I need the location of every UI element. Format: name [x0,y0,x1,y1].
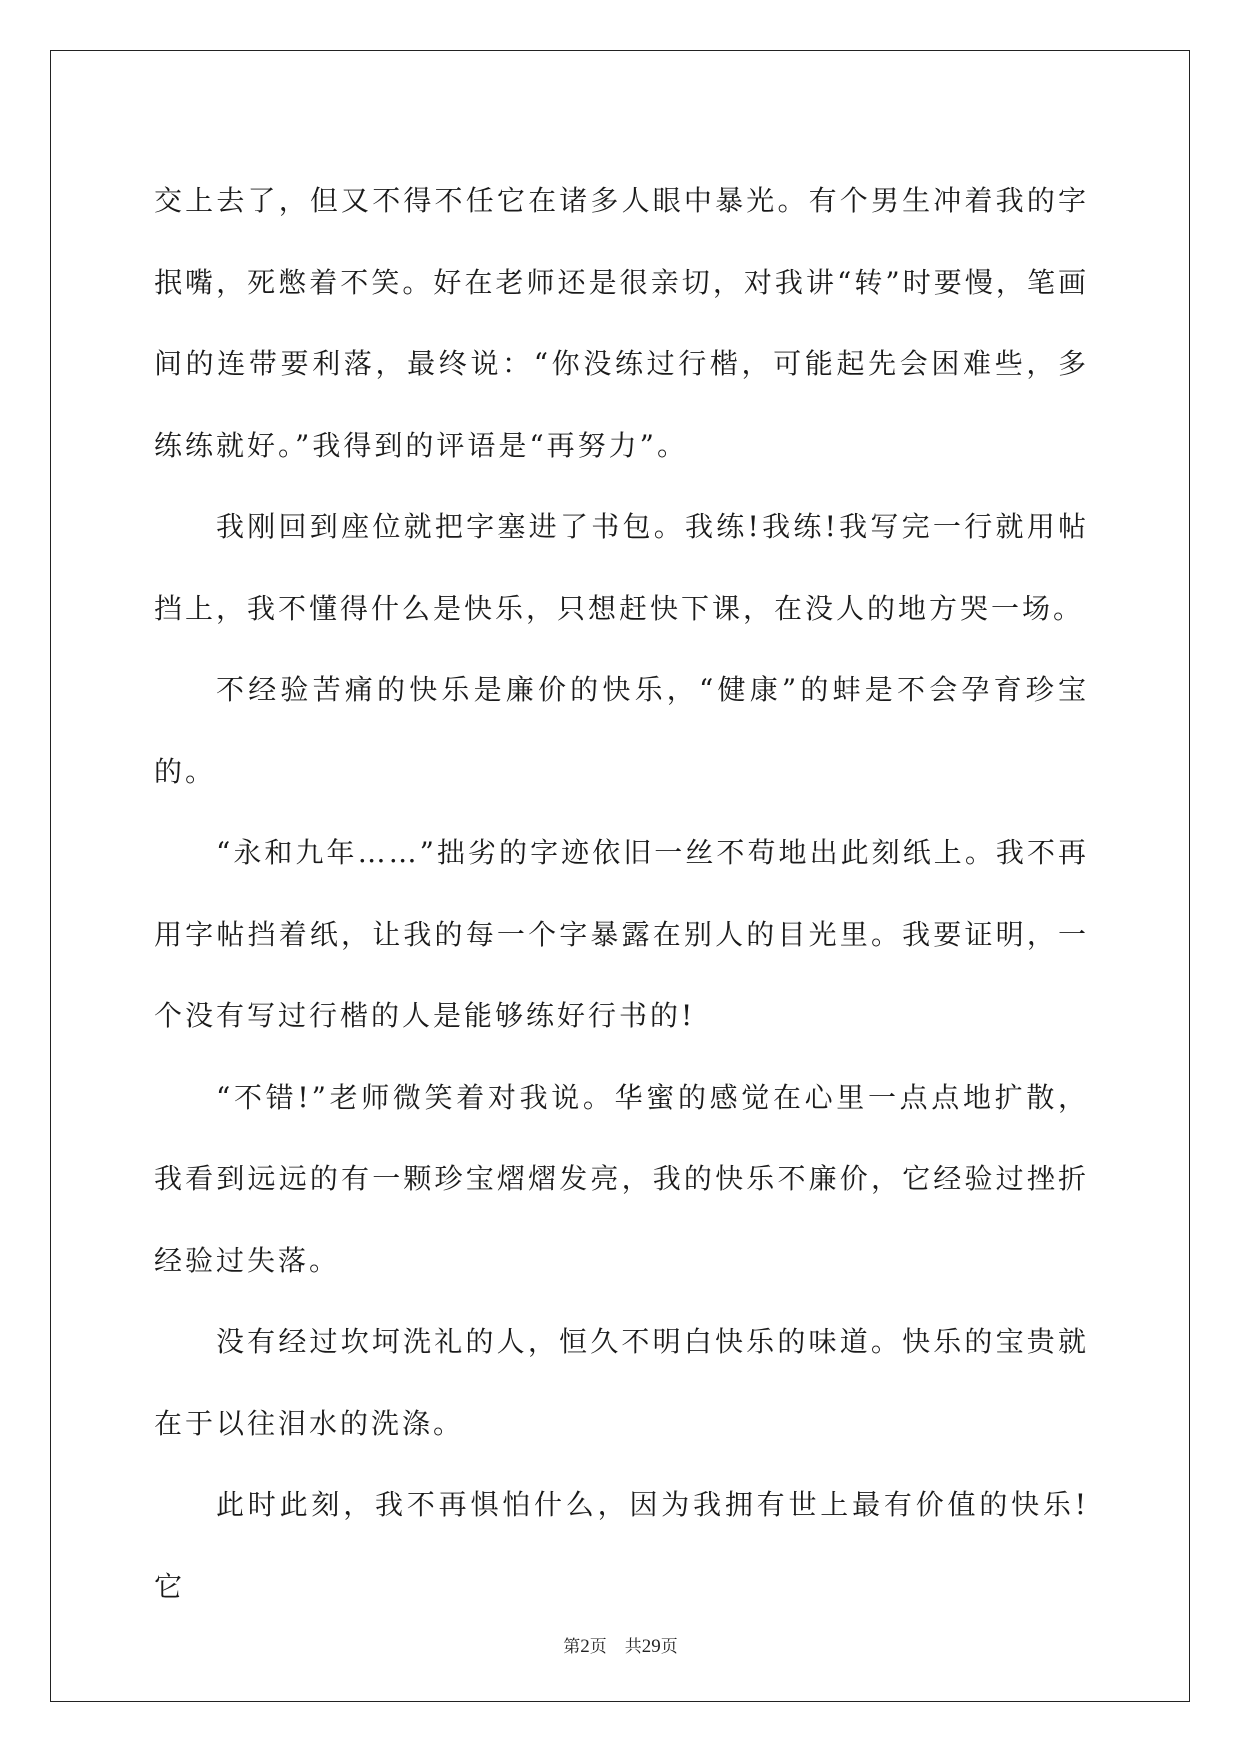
paragraph-1: 交上去了，但又不得不任它在诸多人眼中暴光。有个男生冲着我的字抿嘴，死憋着不笑。好在老师还是很亲切，对我讲“转”时要慢，笔画间的连带要利落，最终说：“你没练过行楷，可能起先会困难些，多练练就好。”我得到的评语是“再努力”。 [154,184,1089,462]
paragraph-6: 没有经过坎坷洗礼的人，恒久不明白快乐的味道。快乐的宝贵就在于以往泪水的洗涤。 [154,1325,1089,1440]
paragraph-2: 我刚回到座位就把字塞进了书包。我练!我练!我写完一行就用帖挡上，我不懂得什么是快乐，只想赶快下课，在没人的地方哭一场。 [154,510,1089,625]
paragraph-4: “永和九年……”拙劣的字迹依旧一丝不苟地出此刻纸上。我不再用字帖挡着纸，让我的每一个字暴露在别人的目光里。我要证明，一个没有写过行楷的人是能够练好行书的! [154,836,1089,1032]
total-prefix: 共 [624,1637,642,1657]
paragraph-5: “不错!”老师微笑着对我说。华蜜的感觉在心里一点点地扩散，我看到远远的有一颗珍宝熠熠发亮，我的快乐不廉价，它经验过挫折经验过失落。 [154,1080,1089,1277]
page-current: 2 [580,1636,590,1657]
paragraph-3: 不经验苦痛的快乐是廉价的快乐，“健康”的蚌是不会孕育珍宝的。 [154,673,1089,788]
total-suffix: 页 [660,1637,678,1657]
document-body [154,160,1089,1627]
page-prefix: 第 [563,1637,581,1657]
paragraph-7: 此时此刻，我不再惧怕什么，因为我拥有世上最有价值的快乐!它 [154,1488,1089,1603]
page-suffix: 页 [589,1637,607,1657]
page-footer [0,1632,1241,1658]
page-total: 29 [641,1636,661,1657]
